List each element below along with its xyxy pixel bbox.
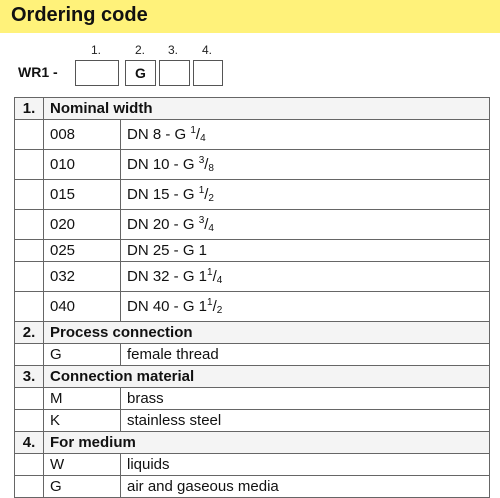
- option-description-text: DN 40 - G 1: [127, 298, 208, 315]
- fraction-slash: /: [212, 298, 217, 315]
- table-row: [15, 344, 490, 366]
- fraction-numerator: 3: [198, 215, 205, 226]
- ordering-code-table-body: [15, 98, 490, 498]
- empty-cell: [15, 240, 44, 262]
- code-position-2: 2.: [135, 43, 146, 57]
- empty-cell: [15, 180, 44, 210]
- table-row: [15, 210, 490, 240]
- option-description-text: DN 15 - G: [127, 186, 199, 203]
- option-code: 025: [44, 240, 121, 262]
- table-row: [15, 120, 490, 150]
- empty-cell: [15, 262, 44, 292]
- option-description: [121, 410, 490, 432]
- section-number: 3.: [15, 366, 44, 388]
- fraction-slash: /: [195, 126, 201, 143]
- fraction-denominator: 2: [216, 305, 223, 316]
- option-description: [121, 210, 490, 240]
- table-row: [15, 454, 490, 476]
- option-description: [121, 262, 490, 292]
- code-box-3: [159, 60, 190, 86]
- empty-cell: [15, 150, 44, 180]
- section-header-row: [15, 432, 490, 454]
- option-description: [121, 344, 490, 366]
- empty-cell: [15, 476, 44, 498]
- section-number: 4.: [15, 432, 44, 454]
- fraction-numerator: 1: [207, 267, 213, 278]
- option-description-text: female thread: [127, 346, 219, 363]
- section-heading: Process connection: [44, 322, 490, 344]
- code-position-3: 3.: [168, 43, 179, 57]
- table-row: [15, 150, 490, 180]
- option-code: 008: [44, 120, 121, 150]
- table-row: [15, 388, 490, 410]
- option-description-text: liquids: [127, 456, 170, 473]
- option-code: 020: [44, 210, 121, 240]
- section-header-row: [15, 322, 490, 344]
- table-row: [15, 292, 490, 322]
- code-prefix: WR1 -: [18, 64, 58, 80]
- option-code: 015: [44, 180, 121, 210]
- code-box-4: [193, 60, 223, 86]
- option-description: [121, 150, 490, 180]
- option-code: M: [44, 388, 121, 410]
- fraction-denominator: 4: [200, 133, 206, 144]
- code-box-1: [75, 60, 119, 86]
- table-row: [15, 262, 490, 292]
- option-code: W: [44, 454, 121, 476]
- fraction-slash: /: [204, 216, 209, 233]
- table-row: [15, 410, 490, 432]
- option-description: [121, 180, 490, 210]
- option-code: 032: [44, 262, 121, 292]
- option-code: 010: [44, 150, 121, 180]
- option-code: G: [44, 476, 121, 498]
- fraction-slash: /: [212, 268, 217, 285]
- section-number: 2.: [15, 322, 44, 344]
- page-title: Ordering code: [11, 4, 148, 26]
- fraction-numerator: 1: [198, 185, 205, 196]
- option-description-text: DN 25 - G 1: [127, 242, 208, 259]
- fraction-numerator: 1: [207, 297, 213, 308]
- section-header-row: [15, 98, 490, 120]
- table-row: [15, 240, 490, 262]
- empty-cell: [15, 210, 44, 240]
- fraction-denominator: 2: [208, 193, 214, 204]
- code-position-1: 1.: [91, 43, 102, 57]
- ordering-code-table: [14, 97, 490, 498]
- option-code: G: [44, 344, 121, 366]
- option-description-text: DN 10 - G: [127, 156, 199, 173]
- option-code: 040: [44, 292, 121, 322]
- code-position-4: 4.: [202, 43, 213, 57]
- option-description-text: brass: [127, 390, 164, 407]
- option-description-text: air and gaseous media: [127, 478, 279, 495]
- fraction-denominator: 4: [216, 275, 223, 286]
- section-heading: Connection material: [44, 366, 490, 388]
- option-description: [121, 454, 490, 476]
- title-bar: [0, 0, 500, 33]
- section-heading: Nominal width: [44, 98, 490, 120]
- option-description: [121, 240, 490, 262]
- section-number: 1.: [15, 98, 44, 120]
- option-description-text: DN 20 - G: [127, 216, 199, 233]
- fraction-slash: /: [204, 156, 209, 173]
- option-description-text: DN 32 - G 1: [127, 268, 208, 285]
- empty-cell: [15, 292, 44, 322]
- empty-cell: [15, 344, 44, 366]
- option-description: [121, 292, 490, 322]
- empty-cell: [15, 454, 44, 476]
- table-row: [15, 180, 490, 210]
- empty-cell: [15, 388, 44, 410]
- fraction-slash: /: [204, 186, 209, 203]
- code-box-2: G: [125, 60, 156, 86]
- fraction-numerator: 3: [198, 155, 205, 166]
- empty-cell: [15, 410, 44, 432]
- table-row: [15, 476, 490, 498]
- section-header-row: [15, 366, 490, 388]
- option-description-text: stainless steel: [127, 412, 222, 429]
- option-description: [121, 388, 490, 410]
- option-description: [121, 476, 490, 498]
- option-code: K: [44, 410, 121, 432]
- section-heading: For medium: [44, 432, 490, 454]
- empty-cell: [15, 120, 44, 150]
- fraction-numerator: 1: [190, 125, 196, 136]
- option-description-text: DN 8 - G: [127, 126, 191, 143]
- fraction-denominator: 8: [208, 163, 214, 174]
- option-description: [121, 120, 490, 150]
- fraction-denominator: 4: [208, 223, 214, 234]
